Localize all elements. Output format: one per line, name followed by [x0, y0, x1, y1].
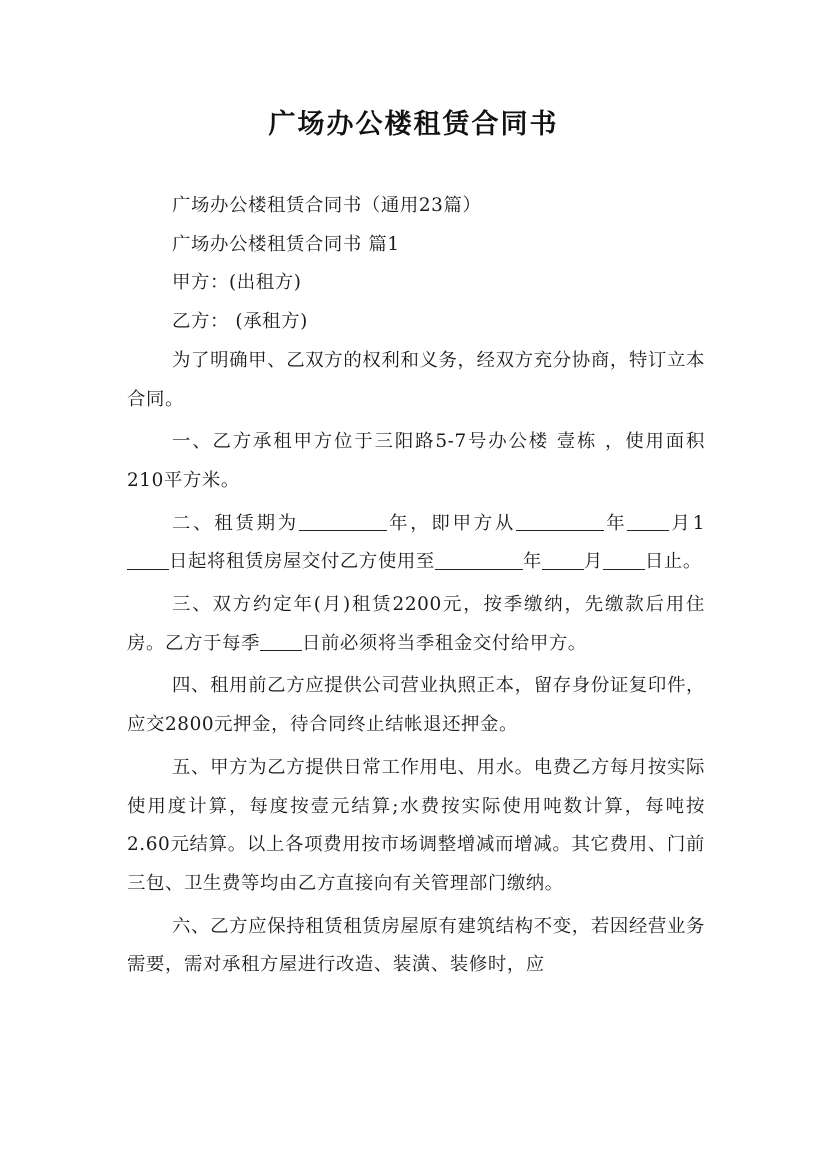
paragraph-clause-1: 一、乙方承租甲方位于三阳路5-7号办公楼 壹栋 ，使用面积210平方米。	[127, 431, 705, 491]
paragraph-clause-3	[127, 586, 705, 663]
paragraph-party-b: 乙方： (承租方)	[172, 311, 308, 333]
blank-line	[435, 551, 523, 570]
paragraph-clause-5: 五、甲方为乙方提供日常工作用电、用水。电费乙方每月按实际使用度计算，每度按壹元结算;水费按实际使用吨数计算，每吨按2.60元结算。以上各项费用按市场调整增减而增减。其它费用、门前三包、卫生费等均由乙方直接向有关管理部门缴纳。	[127, 756, 705, 894]
paragraph-clause-2	[127, 505, 705, 582]
clause-2-text-1: 二、租赁期为	[172, 512, 299, 534]
document-title: 广场办公楼租赁合同书	[268, 109, 559, 140]
clause-2-text-5: 日起将租赁房屋交付乙方使用至	[169, 551, 435, 573]
clause-2-text-8: 日止。	[644, 551, 702, 573]
document-body	[127, 187, 705, 985]
blank-line	[260, 632, 302, 651]
clause-3-text-2: 日前必须将当季租金交付给甲方。	[301, 632, 587, 654]
paragraph-preamble: 为了明确甲、乙双方的权利和义务，经双方充分协商，特订立本合同。	[127, 349, 705, 410]
paragraph-part-heading: 广场办公楼租赁合同书 篇1	[172, 233, 400, 255]
paragraph-party-a: 甲方：(出租方)	[172, 272, 302, 294]
blank-line	[603, 551, 645, 570]
blank-line	[627, 512, 669, 531]
clause-2-text-6: 年	[522, 551, 542, 573]
clause-2-text-3: 年	[604, 512, 628, 534]
blank-line	[299, 512, 387, 531]
blank-line	[542, 551, 584, 570]
blank-line	[127, 551, 169, 570]
clause-2-text-7: 月	[583, 551, 603, 573]
paragraph-clause-4: 四、租用前乙方应提供公司营业执照正本，留存身份证复印件，应交2800元押金，待合同终止结帐退还押金。	[127, 675, 705, 736]
clause-2-text-4: 月1	[669, 512, 705, 534]
paragraph-clause-6: 六、乙方应保持租赁租赁房屋原有建筑结构不变，若因经营业务需要，需对承租方屋进行改造、装潢、装修时，应	[127, 915, 705, 976]
paragraph-subtitle: 广场办公楼租赁合同书（通用23篇）	[172, 195, 482, 216]
blank-line	[516, 512, 604, 531]
clause-2-text-2: 年，即甲方从	[386, 512, 517, 534]
clause-3-text-1: 三、双方约定年(月)租赁2200元，按季缴纳，先缴款后用住房。乙方于每季	[127, 594, 705, 654]
